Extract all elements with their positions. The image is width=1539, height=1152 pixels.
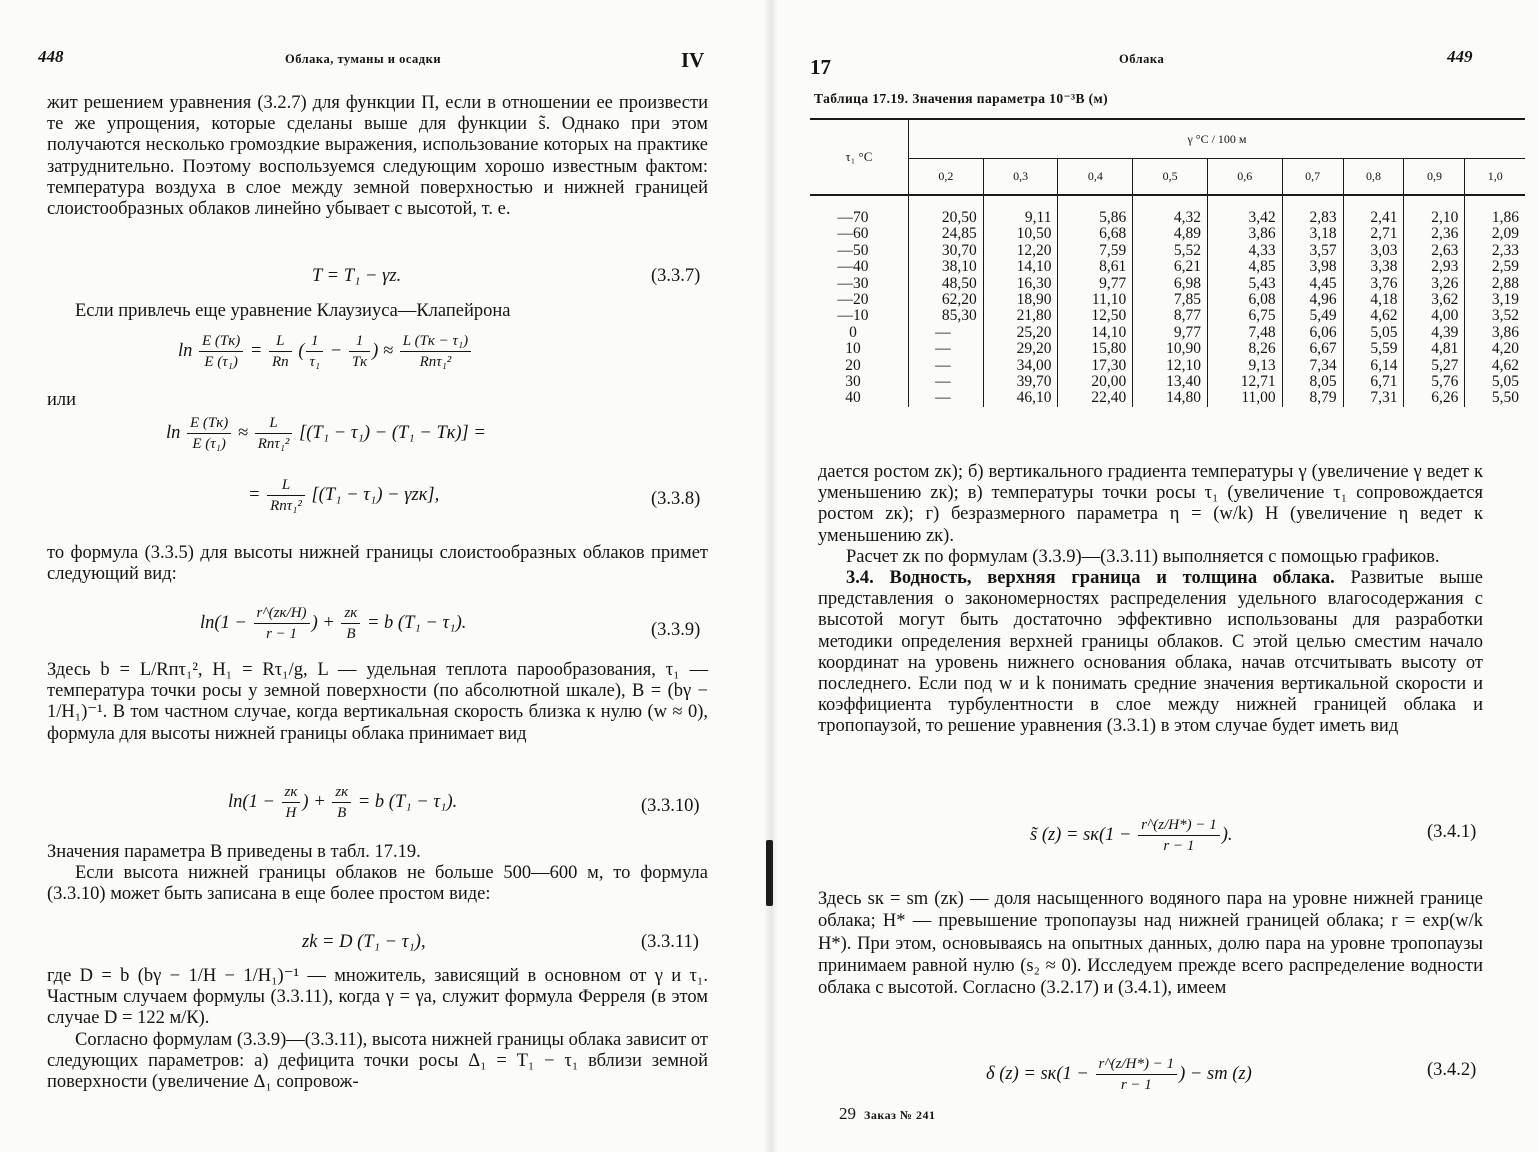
table-cell-tau: 40 [845,389,861,407]
table-row [810,276,1525,292]
table-row [810,308,1525,324]
table-cell: 13,40 [1133,374,1208,390]
paragraph-formula-335: то формула (3.3.5) для высоты нижней границы слоистообразных облаков примет следующий вид: [47,543,708,585]
table-cell: 24,85 [909,226,984,242]
table-row [810,195,1525,226]
table-row [810,292,1525,308]
table-row [810,325,1525,341]
table-cell: 5,59 [1343,341,1404,357]
chapter-marker-right: 17 [810,55,831,79]
paragraph-definitions: Здесь b = L/Rпτ₁², H₁ = Rτ₁/g, L — удельная теплота парообразования, τ₁ — температура точки росы у земной поверхности (по абсолютной шкале), B = (bγ − 1/H₁)⁻¹. В том частном случае, когда вертикальная скорость близка к нулю (w ≈ 0), формула для высоты нижней границы облака принимает вид [47,660,708,744]
right-page [776,0,1539,1152]
table-cell: 5,50 [1465,390,1525,406]
table-cell: 14,10 [983,259,1058,275]
chapter-marker-left: IV [681,48,705,72]
running-title-left: Облака, туманы и осадки [285,52,442,66]
table-cell: 4,32 [1133,195,1208,226]
table-cell: 4,81 [1404,341,1465,357]
table-cell: 4,62 [1465,358,1525,374]
table-cell-tau: —10 [837,307,869,325]
table-cell: 30,70 [909,243,984,259]
table-cell: 12,20 [983,243,1058,259]
table-cell: 22,40 [1058,390,1133,406]
equation-number-3-4-1: (3.4.1) [1427,822,1477,842]
table-cell: 2,36 [1404,226,1465,242]
table-cell: 7,85 [1133,292,1208,308]
table-cell: 4,18 [1343,292,1404,308]
paragraph-parameters: дается ростом zк); б) вертикального градиента температуры γ (увеличение γ ведет к уменьшению zк); в) температуры точки росы τ₁ (увеличение τ₁ сопровождается ростом zк); г) безразмерного параметра η = (w/k) H (увеличение η ведет к уменьшению zк). Расчет zк по формулам (3.3.9)—(3.3.11) выполняется с помощью графиков. 3.4. Водность, верхняя граница и толщина облака. Развитые выше представления о закономерностях распределения удельного влагосодержания с высотой могут быть достаточно эффективно использованы для разработки методики определения верхней границы облаков. С этой целью сместим начало координат на уровень нижнего основания облака, начав отсчитывать высоту от последнего. Если под w и k понимать средние значения вертикальной скорости и коэффициента турбулентности в слое между нижней границей облака и тропопаузой, то решение уравнения (3.3.1) в этом случае будет иметь вид [818,462,1483,737]
paragraph-clausius: Если привлечь еще уравнение Клаузиуса—Клапейрона [75,301,511,321]
equation-number-3-3-8: (3.3.8) [651,489,701,509]
table-cell: 4,62 [1343,308,1404,324]
table-cell: 25,20 [983,325,1058,341]
table-cell: 21,80 [983,308,1058,324]
table-cell: 3,26 [1404,276,1465,292]
table-caption: Таблица 17.19. Значения параметра 10⁻³B (м) [814,91,1109,106]
table-cell: 4,96 [1282,292,1343,308]
table-cell: 3,03 [1343,243,1404,259]
equation-3-4-2: δ (z) = sк(1 − $\frac{r\^{}(z/H*) - 1}{r - 1}$ ) − sm (z) [986,1056,1252,1093]
equation-3-3-9: ln(1 − $\frac{r\^{}(zк/H)}{r - 1}$ ) + $\frac{zк}{B}$ = b (T₁ − τ₁). [200,605,467,642]
running-title-right: Облака [1119,52,1165,66]
table-row [810,259,1525,275]
table-cell: 16,30 [983,276,1058,292]
table-group-header: γ °C / 100 м [909,119,1526,159]
equation-or-line1: ln $\frac{E (Tк)}{\text{E (τ₁)}}$ ≈ $\frac{L}{\text{Rпτ₁²}}$ [(T₁ − τ₁) − (T₁ − Tк)] = [166,415,486,452]
table-cell: 2,83 [1282,195,1343,226]
table-cell-tau: —60 [837,225,869,243]
table-cell: 6,14 [1343,358,1404,374]
section-title-3-4: 3.4. Водность, верхняя граница и толщина облака. [846,568,1335,589]
equation-3-3-11: zk = D (T₁ − τ₁), [302,932,426,952]
table-cell: 2,71 [1343,226,1404,242]
paragraph-ferrel: где D = b (bγ − 1/H − 1/H₁)⁻¹ — множитель, зависящий в основном от γ и τ₁. Частным случаем формулы (3.3.11), когда γ = γa, служит формула Ферреля (в этом случае D = 122 м/К). Согласно формулам (3.3.9)—(3.3.11), высота нижней границы облака зависит от следующих параметров: а) дефицита точки росы Δ₁ = T₁ − τ₁ вблизи земной поверхности (увеличение Δ₁ сопровож- [47,966,708,1093]
table-parameter-b [810,118,1525,407]
table-cell: 8,05 [1282,374,1343,390]
table-cell: 3,38 [1343,259,1404,275]
table-cell: 7,31 [1343,390,1404,406]
table-cell: 7,48 [1207,325,1282,341]
table-row [810,341,1525,357]
left-page [0,0,768,1152]
equation-number-3-4-2: (3.4.2) [1427,1060,1477,1080]
table-cell: 3,62 [1404,292,1465,308]
table-cell: 5,05 [1465,374,1525,390]
table-cell: 6,21 [1133,259,1208,275]
table-cell: 29,20 [983,341,1058,357]
table-cell: 8,26 [1207,341,1282,357]
table-cell: 5,27 [1404,358,1465,374]
table-cell: 3,42 [1207,195,1282,226]
paragraph-table-ref: Значения параметра B приведены в табл. 17.19. Если высота нижней границы облаков не больше 500—600 м, то формула (3.3.10) может быть записана в еще более простом виде: [47,842,708,905]
paragraph-definitions-right: Здесь sк = sm (zк) — доля насыщенного водяного пара на уровне нижней границе облака; H* — превышение тропопаузы над нижней границей облака; r = exp(w/k H*). При этом, основываясь на опытных данных, долю пара на уровне тропопаузы принимаем равной нулю (s₂ ≈ 0). Исследуем прежде всего распределение водности облака с высотой. Согласно (3.2.17) и (3.4.1), имеем [818,889,1483,999]
table-cell: 4,39 [1404,325,1465,341]
table-cell: 12,50 [1058,308,1133,324]
table-cell: 12,10 [1133,358,1208,374]
table-cell: 2,93 [1404,259,1465,275]
equation-3-3-7: T = T₁ − γz. [312,266,402,286]
equation-clausius-clapeyron: ln $\frac{E (Tк)}{\text{E (τ₁)}}$ = $\frac{L}{Rп}$ ( $\frac{1}{\text{τ₁}}$ − $\frac{1}{Tк}$ ) ≈ $\frac{\text{L (Tк − τ₁)}}{\text{Rпτ₁²}}$ [178,331,473,372]
table-cell: 3,86 [1207,226,1282,242]
table-cell: 6,68 [1058,226,1133,242]
table-cell: 48,50 [909,276,984,292]
table-cell: 4,85 [1207,259,1282,275]
table-cell: 6,98 [1133,276,1208,292]
table-cell: 5,43 [1207,276,1282,292]
table-cell: 3,86 [1465,325,1525,341]
table-cell: 3,52 [1465,308,1525,324]
table-cell: 6,75 [1207,308,1282,324]
table-cell: — [909,374,984,390]
table-cell: 3,18 [1282,226,1343,242]
equation-number-3-3-9: (3.3.9) [651,620,701,640]
table-cell: 9,13 [1207,358,1282,374]
table-cell: 2,41 [1343,195,1404,226]
table-cell: 3,57 [1282,243,1343,259]
page-number-right: 449 [1447,47,1473,66]
table-cell: 6,67 [1282,341,1343,357]
table-cell: 85,30 [909,308,984,324]
table-cell: 2,09 [1465,226,1525,242]
table-cell: 5,86 [1058,195,1133,226]
table-cell: 14,80 [1133,390,1208,406]
table-cell: 2,88 [1465,276,1525,292]
table-row [810,243,1525,259]
table-cell: 3,98 [1282,259,1343,275]
table-cell: 46,10 [983,390,1058,406]
table-cell: 4,20 [1465,341,1525,357]
table-cell: 12,71 [1207,374,1282,390]
table-cell: 4,00 [1404,308,1465,324]
table-row [810,374,1525,390]
table-cell: 18,90 [983,292,1058,308]
equation-number-3-3-10: (3.3.10) [641,796,700,816]
table-cell-tau: —30 [837,274,869,292]
table-cell-tau: 20 [845,356,861,374]
table-row [810,226,1525,242]
table-cell: 6,08 [1207,292,1282,308]
table-cell: 9,77 [1058,276,1133,292]
table-cell: 10,90 [1133,341,1208,357]
table-cell: 34,00 [983,358,1058,374]
table-cell: 9,77 [1133,325,1208,341]
table-cell: 11,00 [1207,390,1282,406]
table-cell: 38,10 [909,259,984,275]
table-row-header: τ₁ °C [845,149,873,164]
label-or: или [47,390,77,410]
printer-footer: 29 Заказ № 241 [839,1104,936,1123]
table-cell: — [909,341,984,357]
table-cell: 1,86 [1465,195,1525,226]
page-number-left: 448 [38,47,64,66]
table-cell-tau: 10 [845,340,861,358]
table-cell-tau: —40 [837,258,869,276]
equation-number-3-3-11: (3.3.11) [641,932,699,952]
table-cell: — [909,390,984,406]
table-cell: 14,10 [1058,325,1133,341]
equation-3-4-1: s̃ (z) = sк(1 − $\frac{r\^{}(z/H*) - 1}{r - 1}$ ). [1030,817,1233,854]
table-cell-tau: 0 [849,323,857,341]
table-row [810,390,1525,406]
table-cell: 6,71 [1343,374,1404,390]
paragraph-intro: жит решением уравнения (3.2.7) для функции П, если в отношении ее произвести те же упрощения, которые сделаны выше для функции s̃. Однако при этом получаются несколько громоздкие выражения, использование которых на практике затруднительно. Поэтому воспользуемся следующим хорошо известным фактом: температура воздуха в слое между земной поверхностью и нижней границей слоистообразных облаков линейно убывает с высотой, т. е. [47,93,708,220]
equation-3-3-8: = $\frac{L}{\text{Rпτ₁²}}$ [(T₁ − τ₁) − γzк], [248,477,440,514]
table-cell-tau: —20 [837,291,869,309]
table-cell: 62,20 [909,292,984,308]
table-cell: 39,70 [983,374,1058,390]
table-cell: 2,59 [1465,259,1525,275]
table-cell: — [909,325,984,341]
table-cell: 5,49 [1282,308,1343,324]
table-cell: 9,11 [983,195,1058,226]
table-cell: 20,50 [909,195,984,226]
table-cell: 8,79 [1282,390,1343,406]
table-cell: 5,05 [1343,325,1404,341]
table-cell: 2,10 [1404,195,1465,226]
table-cell: — [909,358,984,374]
table-cell: 11,10 [1058,292,1133,308]
table-column-headers: 0,2 0,3 0,4 0,5 0,6 0,7 0,8 0,9 1,0 [810,159,1525,196]
table-cell: 20,00 [1058,374,1133,390]
table-cell: 5,76 [1404,374,1465,390]
table-cell: 4,33 [1207,243,1282,259]
table-cell: 7,34 [1282,358,1343,374]
table-cell: 8,77 [1133,308,1208,324]
table-cell: 8,61 [1058,259,1133,275]
table-cell-tau: —50 [837,241,869,259]
table-cell: 4,45 [1282,276,1343,292]
equation-3-3-10: ln(1 − $\frac{zк}{H}$ ) + $\frac{zк}{B}$ = b (T₁ − τ₁). [228,784,458,821]
table-cell: 2,33 [1465,243,1525,259]
table-cell: 17,30 [1058,358,1133,374]
table-cell-tau: 30 [845,373,861,391]
table-cell: 3,19 [1465,292,1525,308]
table-cell: 5,52 [1133,243,1208,259]
table-cell: 10,50 [983,226,1058,242]
equation-number-3-3-7: (3.3.7) [651,266,701,286]
table-cell-tau: —70 [837,209,869,226]
table-cell: 2,63 [1404,243,1465,259]
table-cell: 6,06 [1282,325,1343,341]
table-cell: 15,80 [1058,341,1133,357]
table-cell: 4,89 [1133,226,1208,242]
table-cell: 7,59 [1058,243,1133,259]
table-cell: 3,76 [1343,276,1404,292]
table-cell: 6,26 [1404,390,1465,406]
table-row [810,358,1525,374]
